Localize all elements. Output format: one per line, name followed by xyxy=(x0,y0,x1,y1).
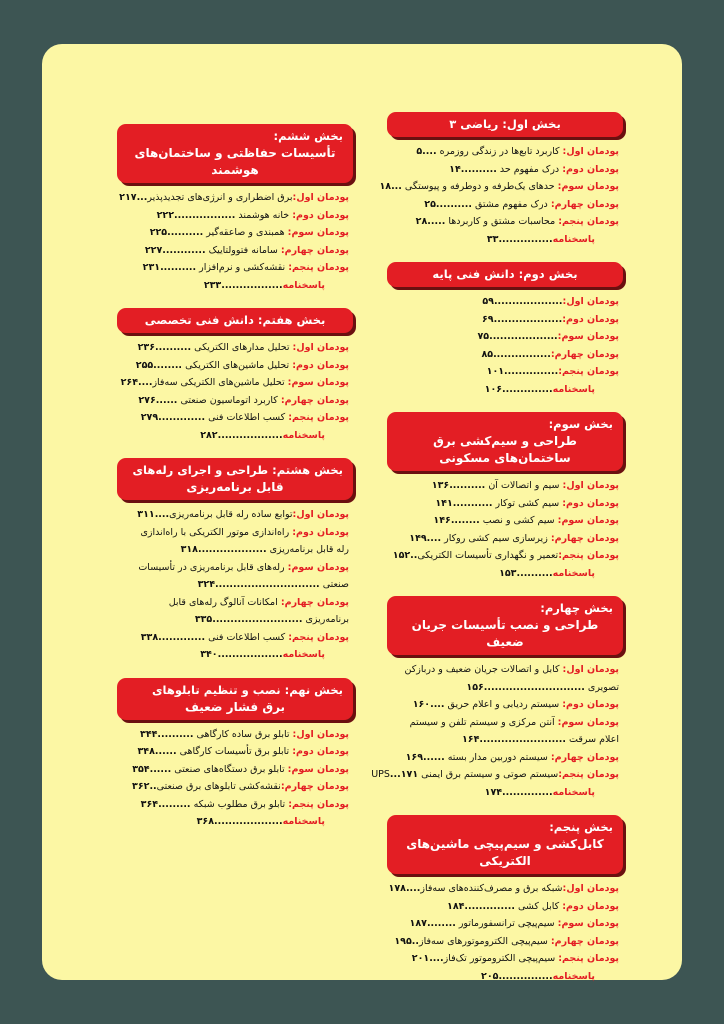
answer-key-entry[interactable] xyxy=(391,231,619,249)
toc-entry[interactable] xyxy=(391,143,619,161)
page-number: .........................۳۳۵ xyxy=(194,614,303,625)
module-title: شبکه برق و مصرف‌کننده‌های سه‌فاز xyxy=(420,883,563,894)
module-label: پودمان چهارم: xyxy=(550,751,619,763)
module-title: کاربرد اتوماسیون صنعتی xyxy=(177,394,281,406)
toc-section xyxy=(387,412,623,582)
module-label: پودمان پنجم: xyxy=(288,798,349,810)
toc-entry[interactable] xyxy=(121,242,349,260)
module-label: پودمان سوم: xyxy=(287,561,349,573)
page-number: ..۳۶۲ xyxy=(132,781,157,792)
module-label: پودمان دوم: xyxy=(562,163,619,175)
module-title: اعلام سرقت xyxy=(566,734,619,745)
toc-list xyxy=(387,471,623,582)
page-number: .............۲۷۹ xyxy=(140,412,206,423)
toc-entry[interactable] xyxy=(391,213,619,231)
module-title: سامانه فتوولتاییک xyxy=(205,244,281,256)
module-label: پودمان دوم: xyxy=(562,497,619,509)
toc-entry[interactable] xyxy=(121,761,349,779)
module-title: سیم کشی توکار xyxy=(492,497,563,509)
module-title: صنعتی xyxy=(319,579,349,590)
module-label: پودمان سوم: xyxy=(287,377,349,388)
page-number: ....۱۴۹ xyxy=(409,532,442,544)
toc-entry[interactable] xyxy=(391,950,619,968)
toc-entry[interactable] xyxy=(391,311,619,329)
module-title: درک مفهوم حد xyxy=(496,163,563,175)
section-title: بخش ششم: xyxy=(273,129,343,143)
answer-key-entry[interactable] xyxy=(121,427,349,445)
section-title: بخش پنجم: xyxy=(549,820,613,834)
module-title: سیستم صوتی و سیستم برق ایمنی UPS xyxy=(371,769,559,780)
module-label: پودمان اول: xyxy=(292,509,349,520)
section-header xyxy=(117,678,353,720)
toc-entry[interactable] xyxy=(121,796,349,814)
module-title: حدهای یک‌طرفه و دوطرفه و پیوستگی xyxy=(401,181,558,192)
page-number: ..........۲۵ xyxy=(424,198,472,210)
toc-section xyxy=(117,678,353,831)
page-number: ..........۱۴ xyxy=(449,163,497,175)
page-number: ................۸۵ xyxy=(481,348,551,360)
module-label: پودمان پنجم: xyxy=(558,366,619,377)
module-label: پودمان اول: xyxy=(292,342,349,353)
module-title: درک مفهوم مشتق xyxy=(471,198,551,210)
page-number: ..............۱۰۶ xyxy=(484,383,553,395)
right-column xyxy=(371,112,623,999)
section-header xyxy=(117,308,353,333)
answer-key-entry[interactable] xyxy=(391,565,619,583)
section-subtitle: طراحی و سیم‌کشی برق ساختمان‌های مسکونی xyxy=(433,434,577,465)
page-number: .................۲۲۲ xyxy=(156,209,236,221)
module-label: پودمان اول: xyxy=(562,480,619,491)
page-number: ...................۷۵ xyxy=(477,331,558,342)
section-subtitle: برق فشار ضعیف xyxy=(184,699,286,714)
module-label: پودمان سوم: xyxy=(287,763,349,775)
answer-key-entry[interactable] xyxy=(121,813,349,831)
page-number: ........................۱۶۴ xyxy=(461,734,567,745)
module-title: آنتن مرکزی و سیستم تلفن و سیستم xyxy=(409,716,558,728)
toc-entry[interactable] xyxy=(121,506,349,524)
module-label: پودمان پنجم: xyxy=(288,412,349,423)
module-title: تابلو برق تأسیسات کارگاهی xyxy=(176,746,293,757)
toc-entry[interactable] xyxy=(391,346,619,364)
module-label: پودمان دوم: xyxy=(562,900,619,912)
toc-list xyxy=(387,287,623,398)
module-title: تحلیل ماشین‌های الکتریکی xyxy=(182,359,293,371)
page-number: ..۱۹۵ xyxy=(394,935,419,947)
toc-entry[interactable] xyxy=(391,196,619,214)
toc-entry[interactable] xyxy=(391,898,619,916)
toc-entry[interactable] xyxy=(391,477,619,495)
answer-key-entry[interactable] xyxy=(391,784,619,802)
toc-entry[interactable] xyxy=(391,731,619,749)
section-header xyxy=(387,262,623,287)
page-number: ...۲۱۷ xyxy=(119,192,148,203)
toc-entry[interactable] xyxy=(391,363,619,381)
section-subtitle: کابل‌کشی و سیم‌پیچی ماشین‌های الکتریکی xyxy=(406,837,604,868)
module-label: پودمان اول: xyxy=(292,192,349,203)
page-number: .............۳۳۸ xyxy=(140,631,206,643)
module-label: پودمان دوم: xyxy=(562,313,619,325)
section-header xyxy=(117,124,353,183)
module-title: راه‌اندازی موتور الکتریکی با راه‌اندازی xyxy=(140,526,293,538)
page-number: ..............۱۸۴ xyxy=(447,900,515,912)
toc-entry[interactable] xyxy=(121,594,349,612)
module-title: سیم‌پیچی الکتروموتورهای سه‌فاز xyxy=(419,935,551,947)
module-label: پودمان پنجم: xyxy=(558,216,619,227)
page-number: ..........۲۳۶ xyxy=(137,342,192,353)
module-title: توابع ساده رله قابل برنامه‌ریزی xyxy=(169,509,293,520)
module-label: پاسخنامه xyxy=(282,649,325,660)
toc-entry[interactable] xyxy=(121,743,349,761)
section-header xyxy=(387,815,623,874)
page-number: ....۵ xyxy=(416,146,437,157)
module-title: کابل کشی xyxy=(514,900,563,912)
module-title: کابل و اتصالات جریان ضعیف و دربازکن xyxy=(404,664,563,675)
module-label: پودمان اول: xyxy=(292,728,349,740)
module-label: پودمان چهارم: xyxy=(280,596,349,608)
module-title: سیستم ردیابی و اعلام حریق xyxy=(444,699,563,710)
page-number: ..........۱۳۶ xyxy=(431,480,486,491)
toc-list xyxy=(117,333,353,444)
module-title: کسب اطلاعات فنی xyxy=(205,631,289,643)
answer-key-entry[interactable] xyxy=(391,968,619,986)
page-number: ........۲۵۵ xyxy=(135,359,183,371)
toc-entry[interactable] xyxy=(121,611,349,629)
module-title: تصویری xyxy=(584,681,619,693)
toc-entry[interactable] xyxy=(121,189,349,207)
module-label: پودمان پنجم: xyxy=(288,262,349,273)
toc-entry[interactable] xyxy=(391,328,619,346)
toc-entry[interactable] xyxy=(121,207,349,225)
module-label: پاسخنامه xyxy=(552,786,595,798)
toc-entry[interactable] xyxy=(391,512,619,530)
page-number: ...................۳۱۸ xyxy=(180,544,267,555)
toc-list xyxy=(387,874,623,985)
toc-entry[interactable] xyxy=(391,696,619,714)
page-number: .....۲۸ xyxy=(415,216,446,227)
toc-entry[interactable] xyxy=(391,161,619,179)
module-label: پودمان چهارم: xyxy=(280,244,349,256)
page-number: .........۳۶۴ xyxy=(140,798,191,810)
module-label: پودمان پنجم: xyxy=(558,769,619,780)
toc-entry[interactable] xyxy=(391,293,619,311)
section-title: بخش دوم: دانش فنی پایه xyxy=(432,267,578,281)
page-number: .................۲۳۳ xyxy=(203,279,283,291)
module-label: پودمان چهارم: xyxy=(550,348,619,360)
toc-entry[interactable] xyxy=(121,339,349,357)
toc-section xyxy=(117,458,353,664)
answer-key-entry[interactable] xyxy=(121,646,349,664)
page-number: ..........۲۲۵ xyxy=(149,227,204,238)
answer-key-entry[interactable] xyxy=(391,381,619,399)
module-label: پاسخنامه xyxy=(552,970,595,982)
module-label: پودمان دوم: xyxy=(292,209,349,221)
page-number: ...۱۸ xyxy=(379,181,402,192)
module-label: پودمان سوم: xyxy=(557,716,619,728)
toc-entry[interactable] xyxy=(121,726,349,744)
page-number: ..................۲۸۲ xyxy=(200,429,283,441)
toc-section xyxy=(387,815,623,985)
toc-entry[interactable] xyxy=(391,547,619,565)
page-number: ...........۱۴۱ xyxy=(435,497,493,509)
module-title: برق اضطراری و انرژی‌های تجدیدپذیر xyxy=(147,192,293,203)
module-label: پودمان اول: xyxy=(562,883,619,894)
module-label: پودمان چهارم: xyxy=(280,394,349,406)
page-number: ......۳۴۸ xyxy=(137,746,177,757)
toc-entry[interactable] xyxy=(121,524,349,542)
section-subtitle: تأسیسات حفاظتی و ساختمان‌های هوشمند xyxy=(134,146,336,177)
module-label: پودمان پنجم: xyxy=(288,631,349,643)
toc-entry[interactable] xyxy=(121,629,349,647)
module-label: پاسخنامه xyxy=(552,383,595,395)
module-title: کاربرد تابع‌ها در زندگی روزمره xyxy=(436,146,563,157)
toc-entry[interactable] xyxy=(121,224,349,242)
module-title: همبندی و صاعقه‌گیر xyxy=(203,227,288,238)
module-title: سیستم دوربین مدار بسته xyxy=(444,751,551,763)
module-label: پودمان سوم: xyxy=(557,515,619,526)
left-column xyxy=(117,124,353,845)
toc-entry[interactable] xyxy=(391,749,619,767)
module-label: پودمان چهارم: xyxy=(550,198,619,210)
module-title: تحلیل مدارهای الکتریکی xyxy=(191,342,293,353)
toc-section xyxy=(117,124,353,294)
page-number: ...۱۷۱ xyxy=(389,769,419,780)
toc-entry[interactable] xyxy=(391,933,619,951)
toc-entry[interactable] xyxy=(391,530,619,548)
module-label: پودمان پنجم: xyxy=(558,953,619,964)
module-title: زیرسازی سیم کشی روکار xyxy=(441,532,551,544)
module-label: پاسخنامه xyxy=(552,567,595,579)
toc-entry[interactable] xyxy=(121,357,349,375)
toc-entry[interactable] xyxy=(121,778,349,796)
page-number: ...................۳۶۸ xyxy=(196,816,283,827)
module-label: پودمان سوم: xyxy=(557,918,619,929)
module-label: پودمان چهارم: xyxy=(550,532,619,544)
page-number: ......۱۶۹ xyxy=(405,751,445,763)
toc-section xyxy=(379,112,623,248)
toc-entry[interactable] xyxy=(391,714,619,732)
toc-entry[interactable] xyxy=(388,880,619,898)
module-label: پاسخنامه xyxy=(282,429,325,441)
page-number: ....۱۷۸ xyxy=(388,883,421,894)
toc-entry[interactable] xyxy=(121,409,349,427)
toc-list xyxy=(117,183,353,294)
section-title: بخش چهارم: xyxy=(540,601,613,615)
toc-entry[interactable] xyxy=(121,559,349,577)
module-title: امکانات آنالوگ رله‌های قابل xyxy=(168,596,281,608)
module-title: محاسبات مشتق و کاربردها xyxy=(445,216,559,227)
answer-key-entry[interactable] xyxy=(121,277,349,295)
toc-section xyxy=(387,262,623,398)
page-number: ........۱۴۶ xyxy=(433,515,480,526)
toc-list xyxy=(371,655,623,801)
page-number: ....۲۰۱ xyxy=(411,953,444,964)
module-title: کسب اطلاعات فنی xyxy=(205,412,289,423)
module-title: سیم کشی و نصب xyxy=(479,515,558,526)
module-title: سیم و اتصالات آن xyxy=(485,480,563,491)
page-number: ...............۳۳ xyxy=(486,233,553,245)
module-title: برنامه‌ریزی xyxy=(302,614,349,625)
module-title: تحلیل ماشین‌های الکتریکی سه‌فاز xyxy=(152,377,288,388)
toc-entry[interactable] xyxy=(121,259,349,277)
page-number: ...............۲۰۵ xyxy=(481,970,553,982)
section-title: بخش اول: ریاضی ۳ xyxy=(449,117,561,131)
module-label: پودمان دوم: xyxy=(562,699,619,710)
section-title: بخش هشتم: طراحی و اجرای رله‌های xyxy=(132,463,343,477)
page-number: ......۳۵۴ xyxy=(132,763,172,775)
section-title: بخش نهم: نصب و تنظیم تابلوهای xyxy=(152,682,343,697)
page-number: .............................۳۲۴ xyxy=(197,579,320,590)
module-title: رله‌های قابل برنامه‌ریزی در تأسیسات xyxy=(138,561,288,573)
toc-entry[interactable] xyxy=(121,392,349,410)
section-header xyxy=(117,458,353,500)
page-number: ........۱۸۷ xyxy=(409,918,456,929)
module-title: سیم‌پیچی ترانسفورماتور xyxy=(455,918,558,929)
page-number: ..........۳۴۴ xyxy=(140,728,194,740)
module-title: تابلو برق دستگاه‌های صنعتی xyxy=(171,763,288,775)
toc-entry[interactable] xyxy=(391,679,619,697)
section-subtitle: طراحی و نصب تأسیسات جریان ضعیف xyxy=(411,618,599,649)
module-label: پودمان دوم: xyxy=(292,359,349,371)
module-label: پودمان سوم: xyxy=(557,181,619,192)
module-title: خانه هوشمند xyxy=(235,209,293,221)
toc-section xyxy=(117,308,353,444)
module-title: سیم‌پیچی الکتروموتور تک‌فاز xyxy=(443,953,559,964)
module-label: پاسخنامه xyxy=(282,279,325,291)
page-number: ..........۲۳۱ xyxy=(142,262,197,273)
module-label: پودمان دوم: xyxy=(292,526,349,538)
page-number: ..................۳۴۰ xyxy=(200,649,283,660)
module-title: تابلو برق مطلوب شبکه xyxy=(190,798,289,810)
toc-entry[interactable] xyxy=(391,495,619,513)
page-number: ............................۱۵۶ xyxy=(466,681,585,693)
toc-entry[interactable] xyxy=(379,178,619,196)
toc-entry[interactable] xyxy=(121,576,349,594)
toc-page xyxy=(42,44,682,980)
module-label: پودمان اول: xyxy=(562,146,619,157)
section-subtitle: قابل برنامه‌ریزی xyxy=(186,480,284,494)
page-number: ....۲۶۴ xyxy=(120,377,153,388)
section-header xyxy=(387,412,623,471)
toc-list xyxy=(379,137,623,248)
section-title: بخش سوم: xyxy=(548,417,613,431)
toc-entry[interactable] xyxy=(371,766,619,784)
module-label: پودمان پنجم: xyxy=(558,550,619,561)
module-label: پودمان اول: xyxy=(562,296,619,307)
page-number: ....۱۶۰ xyxy=(412,699,445,710)
page-number: ...................۵۹ xyxy=(482,296,563,307)
toc-section xyxy=(371,596,623,801)
module-title: تابلو برق ساده کارگاهی xyxy=(193,728,293,740)
section-header xyxy=(387,112,623,137)
module-title: نقشه‌کشی تابلوهای برق صنعتی xyxy=(156,781,281,792)
toc-entry[interactable] xyxy=(121,374,349,392)
section-header xyxy=(387,596,623,655)
page-number: ..۱۵۲ xyxy=(392,550,418,561)
module-title: رله قابل برنامه‌ریزی xyxy=(266,544,349,555)
toc-entry[interactable] xyxy=(391,915,619,933)
section-title: بخش هفتم: دانش فنی تخصصی xyxy=(144,313,326,327)
page-number: ..............۱۷۴ xyxy=(484,786,553,798)
module-label: پاسخنامه xyxy=(282,816,325,827)
toc-list xyxy=(117,500,353,664)
module-label: پودمان سوم: xyxy=(557,331,619,342)
module-label: پودمان چهارم: xyxy=(550,935,619,947)
module-title: تعمیر و نگهداری تأسیسات الکتریکی xyxy=(417,550,559,561)
page-number: ..........۱۵۳ xyxy=(499,567,553,579)
module-label: پودمان چهارم: xyxy=(280,781,349,792)
module-title: نقشه‌کشی و نرم‌افزار xyxy=(196,262,289,273)
toc-list xyxy=(117,720,353,831)
page-number: ......۲۷۶ xyxy=(138,394,178,406)
module-label: پودمان اول: xyxy=(562,664,619,675)
page-number: ...................۶۹ xyxy=(482,313,563,325)
module-label: پاسخنامه xyxy=(552,233,595,245)
toc-entry[interactable] xyxy=(391,661,619,679)
page-number: ...............۱۰۱ xyxy=(486,366,559,377)
toc-entry[interactable] xyxy=(121,541,349,559)
module-label: پودمان سوم: xyxy=(287,227,349,238)
page-number: ............۲۲۷ xyxy=(144,244,206,256)
page-number: ....۳۱۱ xyxy=(137,509,170,520)
module-label: پودمان دوم: xyxy=(292,746,349,757)
